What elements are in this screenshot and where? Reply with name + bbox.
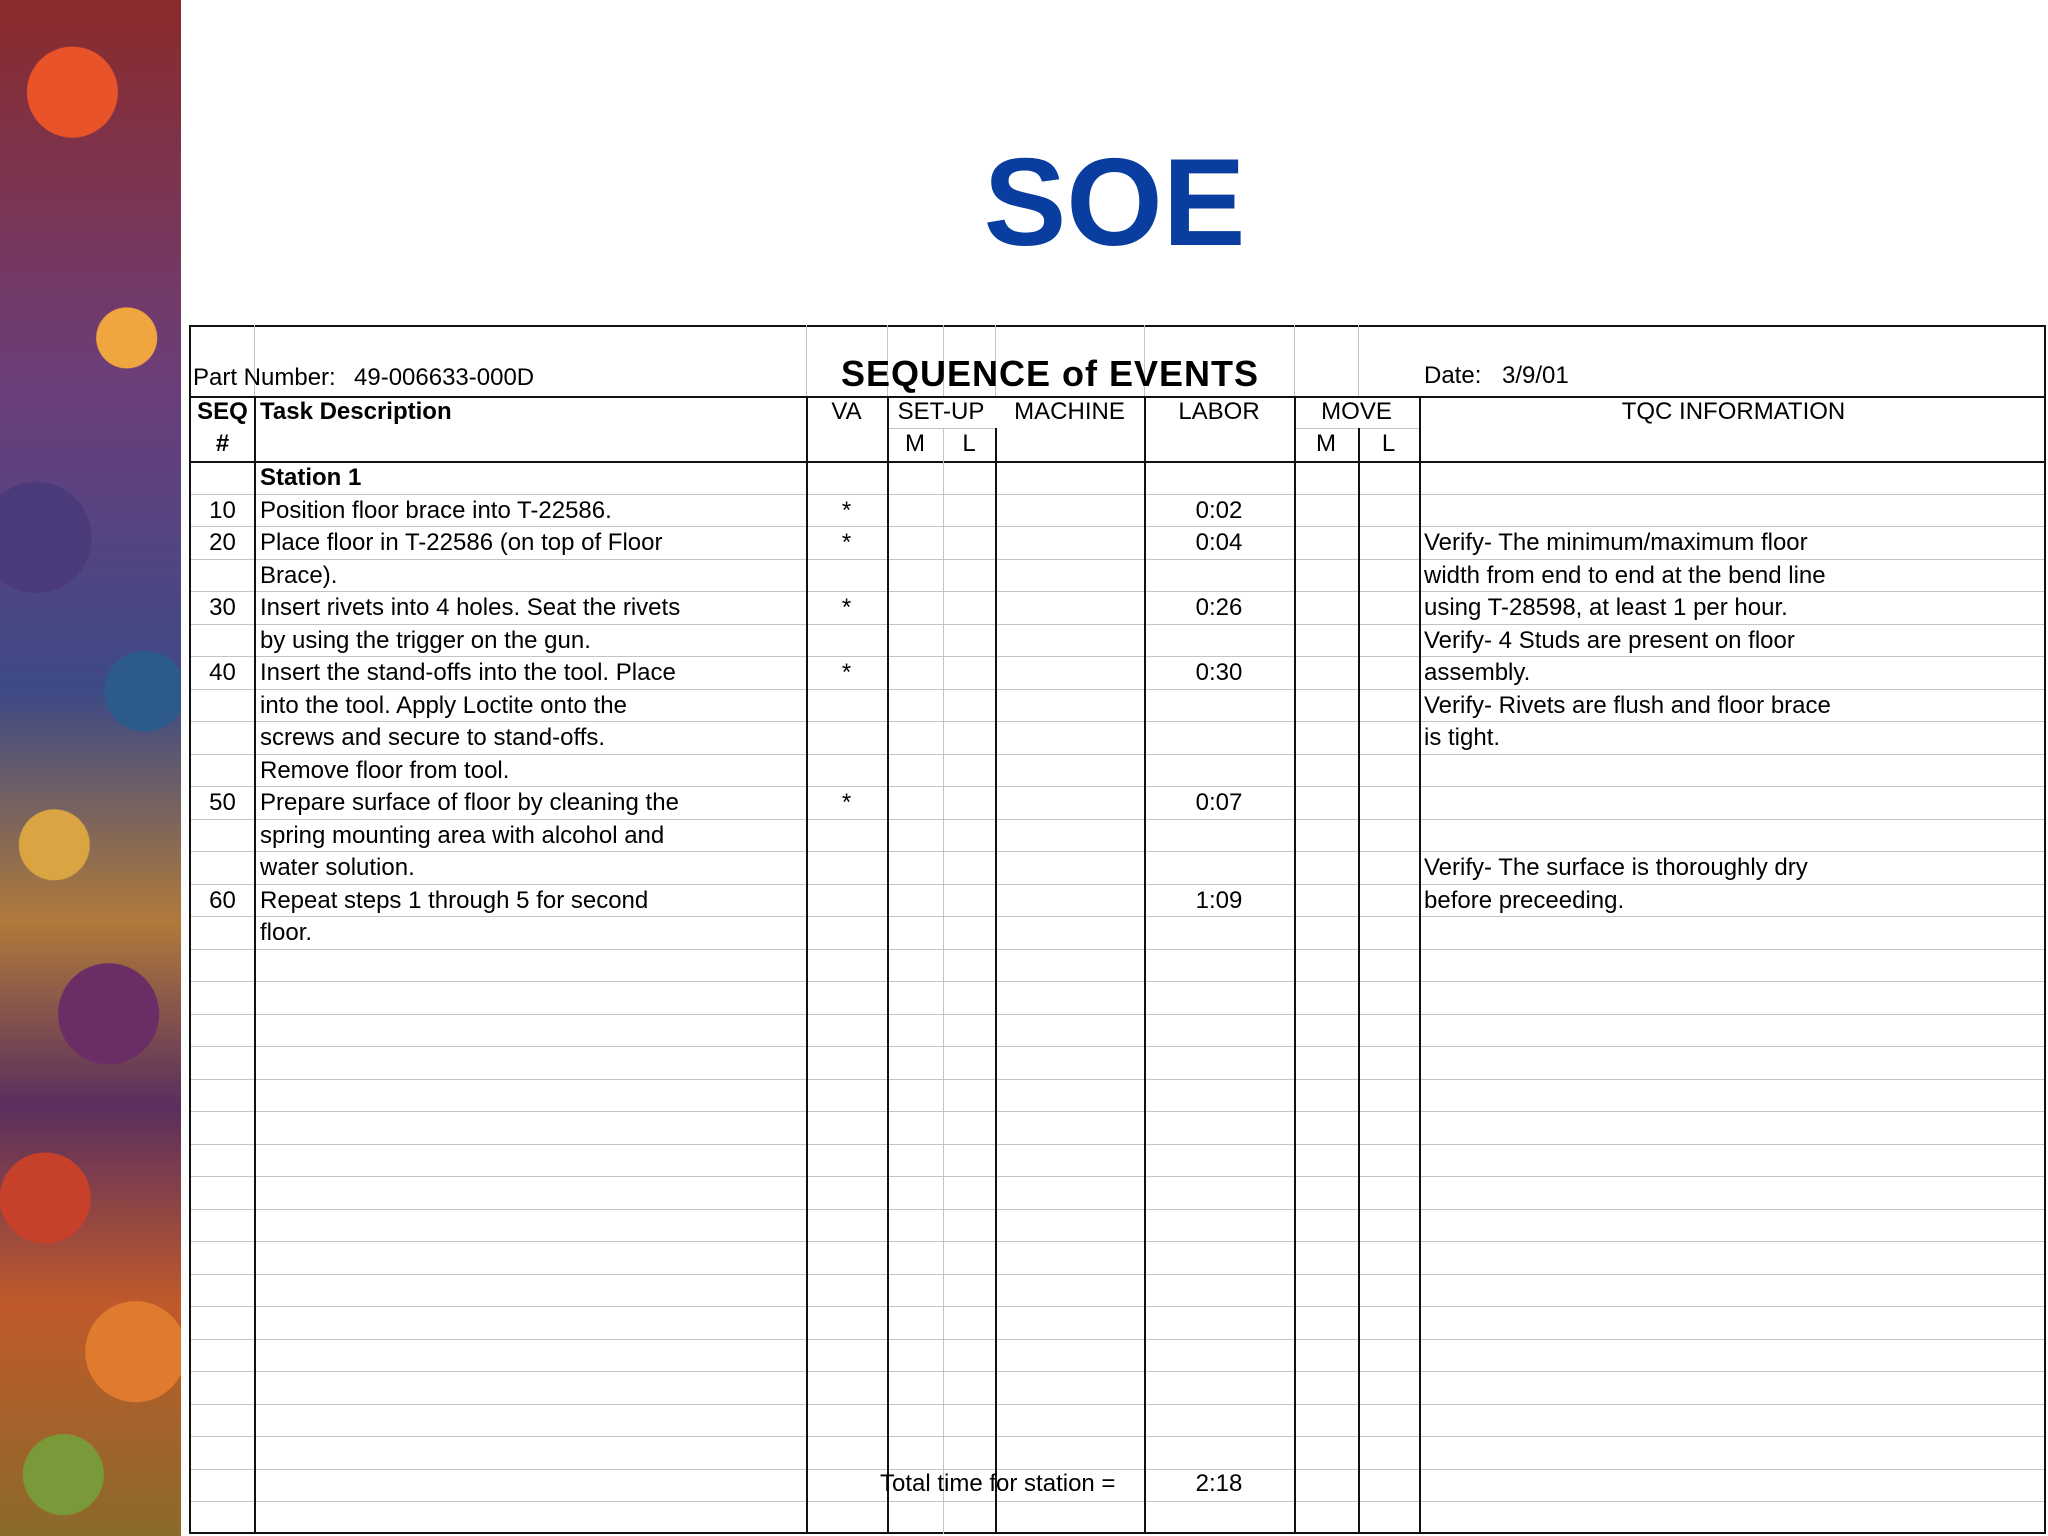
labor-cell: 0:04 — [1195, 529, 1243, 556]
grid-row-line — [189, 1404, 2046, 1405]
grid-row-line — [189, 1532, 2046, 1534]
grid-column-line — [1294, 325, 1295, 396]
grid-column-line — [2044, 325, 2046, 1534]
seq-number-cell: 30 — [209, 594, 236, 621]
part-number-value: 49-006633-000D — [354, 364, 535, 391]
grid-row-line — [189, 1501, 2046, 1502]
tqc-information-cell: using T-28598, at least 1 per hour. — [1424, 594, 1788, 621]
grid-column-line — [1358, 325, 1359, 396]
grid-row-line — [189, 1176, 2046, 1177]
tqc-information-cell: Verify- The minimum/maximum floor — [1424, 529, 1808, 556]
grid-row-line — [189, 1306, 2046, 1307]
seq-header: SEQ — [197, 398, 248, 425]
grid-column-line — [1144, 396, 1146, 1534]
task-description-cell: Repeat steps 1 through 5 for second — [260, 886, 649, 914]
grid-row-line — [189, 949, 2046, 950]
machine-header: MACHINE — [1014, 398, 1125, 425]
task-description-cell: screws and secure to stand-offs. — [260, 724, 606, 751]
grid-row-line — [189, 1274, 2046, 1275]
grid-column-line — [254, 396, 256, 1534]
tqc-information-cell: Verify- Rivets are flush and floor brace — [1424, 691, 1831, 719]
setup-l-header: L — [962, 430, 976, 457]
task-description-cell: spring mounting area with alcohol and — [260, 821, 665, 849]
setup-header: SET-UP — [897, 398, 985, 425]
seq-number-cell: 40 — [209, 659, 236, 686]
task-description-cell: Insert the stand-offs into the tool. Place — [260, 659, 676, 686]
tqc-information-cell: is tight. — [1424, 724, 1501, 751]
part-number-label: Part Number: — [193, 364, 336, 391]
seq-number-header: # — [215, 430, 230, 457]
va-cell: * — [841, 594, 852, 621]
tqc-information-cell: Verify- The surface is thoroughly dry — [1424, 854, 1808, 881]
seq-number-cell: 50 — [209, 789, 236, 816]
grid-column-line — [1358, 428, 1360, 1534]
move-m-header: M — [1316, 430, 1336, 457]
grid-row-line — [189, 1014, 2046, 1015]
task-description-cell: Insert rivets into 4 holes. Seat the rivets — [260, 594, 681, 621]
task-description-cell: Place floor in T-22586 (on top of Floor — [260, 529, 663, 556]
task-description-cell: Position floor brace into T-22586. — [260, 496, 612, 524]
seq-number-cell: 20 — [209, 529, 236, 556]
grid-column-line — [887, 396, 889, 1534]
tqc-information-cell: Verify- 4 Studs are present on floor — [1424, 626, 1795, 654]
grid-row-line — [189, 1079, 2046, 1080]
grid-row-line — [189, 325, 2046, 327]
date-label: Date: — [1424, 362, 1482, 389]
grid-row-line — [189, 1371, 2046, 1372]
tqc-information-cell: width from end to end at the bend line — [1424, 561, 1826, 589]
labor-cell: 0:26 — [1195, 594, 1243, 621]
task-description-cell: into the tool. Apply Loctite onto the — [260, 691, 627, 719]
task-description-cell: Prepare surface of floor by cleaning the — [260, 789, 679, 816]
move-l-header: L — [1381, 430, 1396, 457]
total-time-value: 2:18 — [1195, 1470, 1243, 1497]
grid-row-line — [189, 1144, 2046, 1145]
grid-row-line — [189, 981, 2046, 982]
labor-cell: 0:07 — [1195, 789, 1243, 816]
grid-row-line — [189, 1469, 2046, 1470]
grid-row-line — [189, 1046, 2046, 1047]
task-description-cell: Remove floor from tool. — [260, 756, 510, 784]
grid-column-line — [943, 428, 944, 1534]
grid-row-line — [189, 1209, 2046, 1210]
grid-column-line — [995, 428, 997, 1534]
labor-cell: 0:30 — [1195, 659, 1243, 686]
task-description-cell: Brace). — [260, 561, 338, 589]
seq-number-cell: 10 — [209, 496, 236, 524]
grid-row-line — [189, 1436, 2046, 1437]
va-header: VA — [831, 398, 862, 425]
date-value: 3/9/01 — [1502, 362, 1569, 389]
task-description-cell: floor. — [260, 919, 313, 946]
grid-row-line — [189, 1111, 2046, 1112]
va-cell: * — [841, 496, 852, 524]
labor-cell: 1:09 — [1195, 886, 1243, 914]
va-cell: * — [841, 789, 852, 816]
form-title: SEQUENCE of EVENTS — [840, 353, 1260, 394]
page-title: SOE — [983, 134, 1246, 272]
grid-column-line — [1294, 396, 1296, 1534]
task-description-cell: Station 1 — [260, 464, 362, 491]
grid-column-line — [806, 396, 808, 1534]
va-cell: * — [841, 659, 852, 686]
task-description-cell: water solution. — [260, 854, 415, 881]
tqc-information-cell: before preceeding. — [1424, 886, 1625, 914]
task-description-cell: by using the trigger on the gun. — [260, 626, 591, 654]
labor-header: LABOR — [1178, 398, 1260, 425]
total-time-label: Total time for station = — [880, 1470, 1116, 1497]
grid-row-line — [189, 1339, 2046, 1340]
setup-m-header: M — [905, 430, 925, 457]
tqc-information-header: TQC INFORMATION — [1621, 398, 1846, 425]
grid-row-line — [189, 461, 2046, 463]
move-header: MOVE — [1321, 398, 1392, 425]
labor-cell: 0:02 — [1195, 496, 1243, 524]
grid-row-line — [189, 1241, 2046, 1242]
grid-column-line — [1419, 396, 1421, 1534]
seq-number-cell: 60 — [209, 886, 236, 914]
va-cell: * — [841, 529, 852, 556]
tqc-information-cell: assembly. — [1424, 659, 1531, 686]
task-description-header: Task Description — [260, 398, 452, 425]
